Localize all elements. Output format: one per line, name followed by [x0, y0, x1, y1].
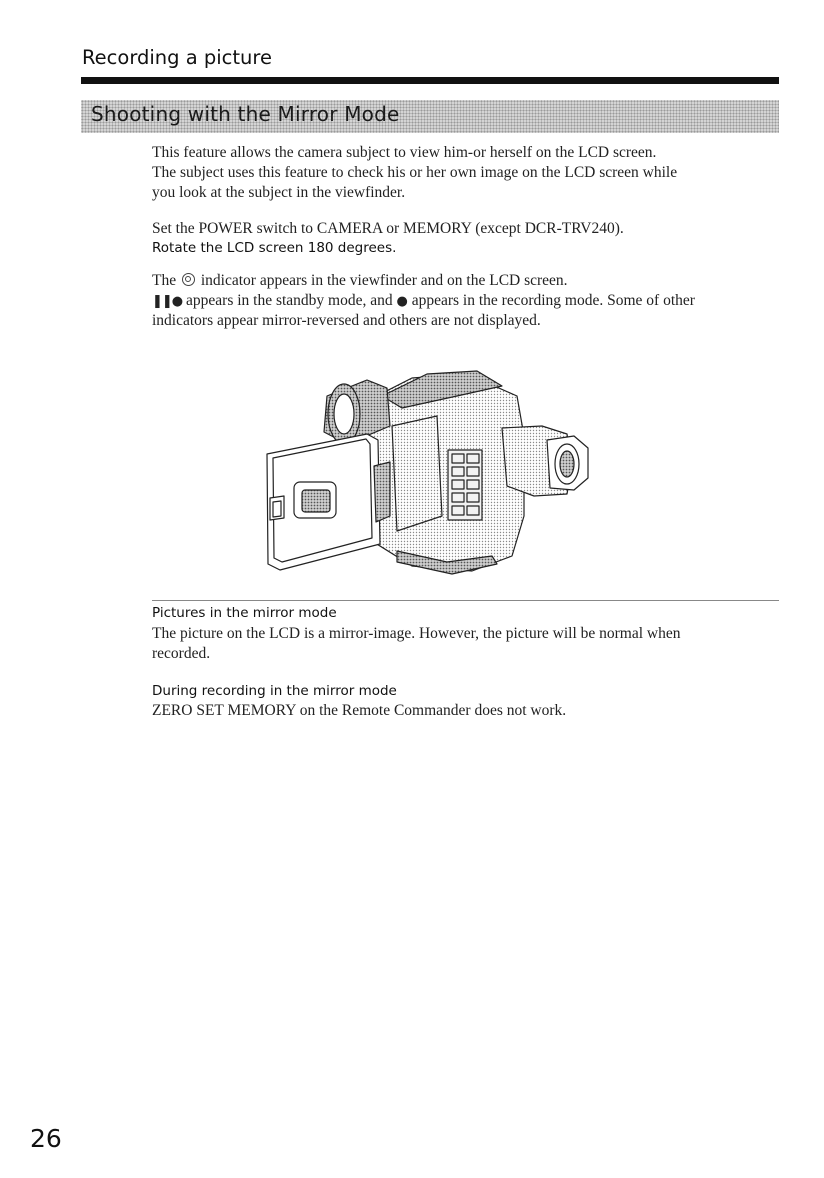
intro-line-1: This feature allows the camera subject to view him-or herself on the LCD screen. — [152, 144, 657, 161]
intro-line-3: you look at the subject in the viewfinder. — [152, 184, 406, 201]
mirror-mode-icon — [182, 273, 195, 286]
intro-line-2: The subject uses this feature to check his or her own image on the LCD screen while — [152, 164, 678, 181]
note-mirror-line-2: recorded. — [152, 645, 211, 662]
rec-dot-icon: ● — [396, 294, 408, 309]
header-rule — [81, 77, 779, 84]
indicator-line-3: indicators appear mirror-reversed and others are not displayed. — [152, 312, 541, 329]
indicator-line-1 — [152, 271, 782, 291]
indicator-line-1-end: indicator appears in the viewfinder and on the LCD screen. — [200, 272, 568, 289]
indicator-line-2-part-2: appears in the recording mode. Some of other — [411, 292, 695, 309]
step-set-power: Set the POWER switch to CAMERA or MEMORY (except DCR-TRV240). — [152, 220, 624, 237]
note-mirror-line-1: The picture on the LCD is a mirror-image. However, the picture will be normal when — [152, 625, 681, 642]
note-recording-heading: During recording in the mirror mode — [152, 683, 397, 699]
page-number: 26 — [30, 1124, 62, 1153]
indicator-line-1-start: The — [152, 272, 177, 289]
standby-rec-icon: ❚❚● — [152, 294, 183, 309]
notes-divider — [152, 600, 779, 601]
camcorder-mirror-mode-illustration — [262, 366, 594, 578]
note-mirror-heading: Pictures in the mirror mode — [152, 605, 337, 621]
indicator-line-2 — [152, 291, 782, 312]
note-recording-text: ZERO SET MEMORY on the Remote Commander does not work. — [152, 702, 567, 719]
section-title: Shooting with the Mirror Mode — [91, 102, 400, 126]
page-header-title: Recording a picture — [82, 46, 272, 69]
step-rotate-lcd: Rotate the LCD screen 180 degrees. — [152, 240, 397, 256]
indicator-line-2-part-1: appears in the standby mode, and — [186, 292, 393, 309]
